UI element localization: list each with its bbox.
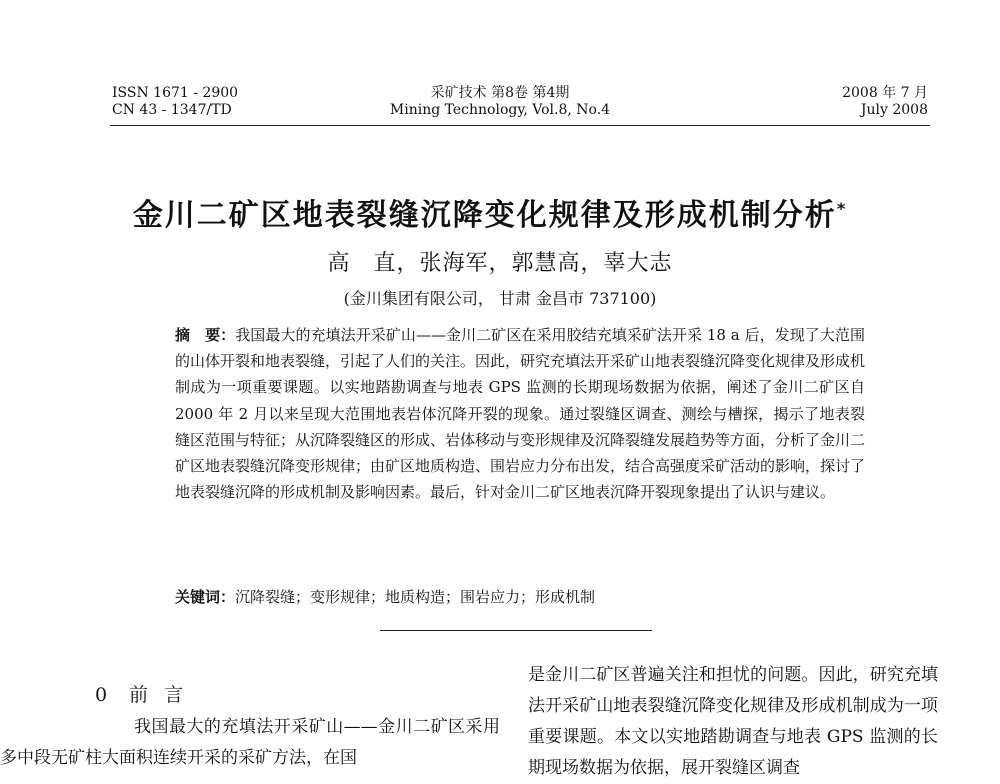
cn-number: CN 43 - 1347/TD [112,102,232,118]
body-left-column: 我国最大的充填法开采矿山——金川二矿区采用多中段无矿柱大面积连续开采的采矿方法，在国 [0,717,500,768]
section-number: 0 [95,684,108,706]
abstract-label: 摘 要： [175,326,236,344]
header-date-block [842,85,928,119]
header-journal-block [330,85,670,119]
abstract-text: 我国最大的充填法开采矿山——金川二矿区在采用胶结充填采矿法开采 18 a 后，发现了大范围的山体开裂和地表裂缝，引起了人们的关注。因此，研究充填法开采矿山地表裂缝沉降变化规律及形成机制成为一项重要课题。以实地踏勘调查与地表 GPS 监测的长期现场数据为依据，阐述了金川二矿区自 2000 年 2 月以来呈现大范围地表岩体沉降开裂的现象。通过裂缝区调查、测绘与槽探，揭示了地表裂缝区范围与特征；从沉降裂缝区的形成、岩体移动与变形规律及沉降裂缝发展趋势等方面，分析了金川二矿区地表裂缝沉降变形规律；由矿区地质构造、围岩应力分布出发，结合高强度采矿活动的影响，探讨了地表裂缝沉降的形成机制及影响因素。最后，针对金川二矿区地表沉降开裂现象提出了认识与建议。 [175,326,866,502]
affiliation: (金川集团有限公司， 甘肃 金昌市 737100) [343,289,657,308]
abstract-divider [380,630,652,631]
keywords [175,586,865,607]
keywords-text: 沉降裂缝；变形规律；地质构造；围岩应力；形成机制 [235,588,596,606]
journal-name-cn: 采矿技术 第8卷 第4期 [430,85,570,101]
header-issn-block [112,85,238,119]
section-title: 前言 [129,684,200,706]
paper-title-text: 金川二矿区地表裂缝沉降变化规律及形成机制分析 [132,198,837,233]
date-en: July 2008 [860,102,928,118]
abstract [175,322,865,505]
header-rule [110,125,930,126]
journal-name-en: Mining Technology, Vol.8, No.4 [389,102,611,118]
paper-title [60,190,920,234]
section-heading [95,680,199,707]
body-right-column: 是金川二矿区普遍关注和担忧的问题。因此，研究充填法开采矿山地表裂缝沉降变化规律及形成机制成为一项重要课题。本文以实地踏勘调查与地表 GPS 监测的长期现场数据为依据，展开裂缝区调查 [528,665,938,778]
date-cn: 2008 年 7 月 [842,85,928,101]
keywords-label: 关键词： [175,588,236,606]
issn: ISSN 1671 - 2900 [112,85,239,101]
footnote-mark: * [836,199,848,218]
authors: 高 直，张海军，郭慧高，辜大志 [327,251,673,276]
